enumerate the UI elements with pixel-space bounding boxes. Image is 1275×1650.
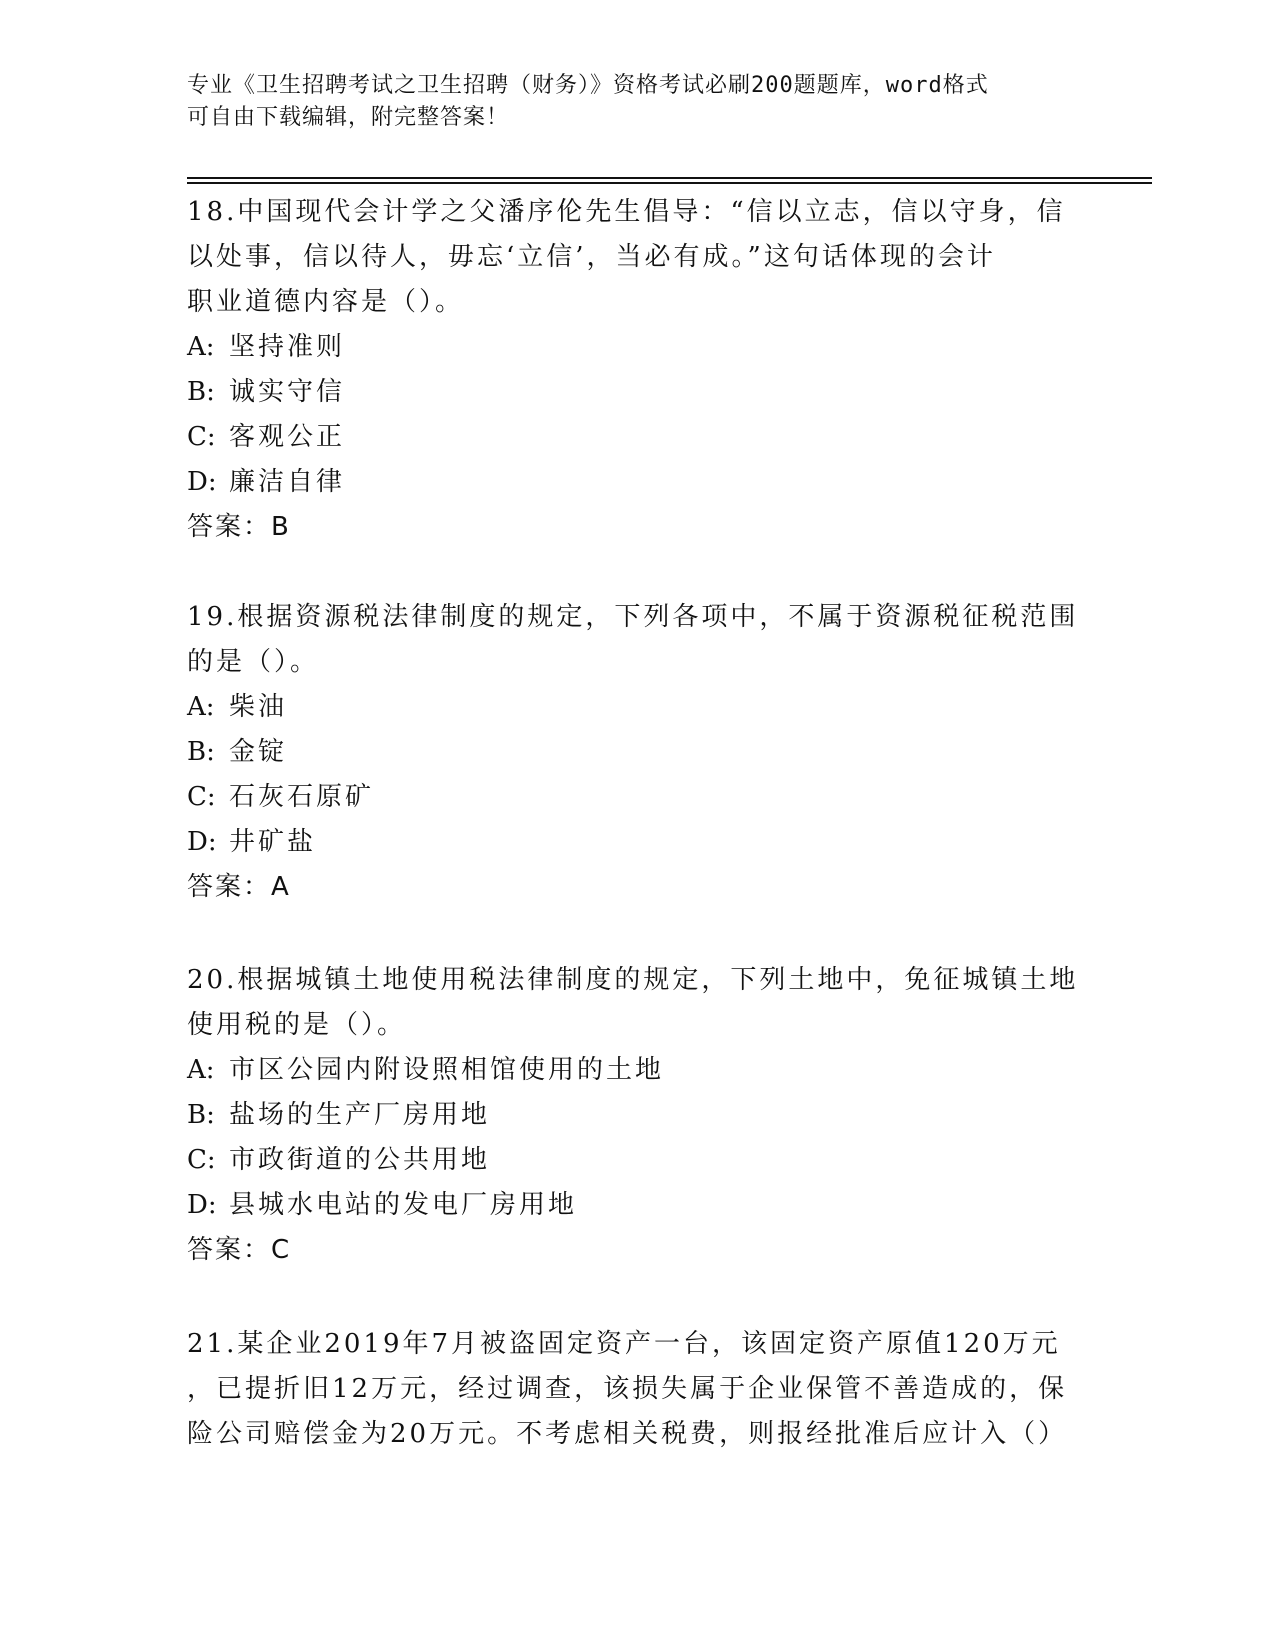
option-c (187, 415, 1087, 460)
question-text-line: 使用税的是（）。 (187, 1010, 407, 1040)
option-c (187, 775, 1087, 820)
option-text: 盐场的生产厂房用地 (229, 1100, 491, 1130)
option-text: 柴油 (229, 692, 288, 722)
option-text: 金锭 (229, 737, 288, 767)
option-text: 县城水电站的发电厂房用地 (229, 1190, 578, 1220)
option-b (187, 1093, 1087, 1138)
answer-line: 答案：C (187, 1235, 292, 1265)
question-21 (187, 1322, 1087, 1457)
option-key: A: (187, 1055, 215, 1085)
option-text: 客观公正 (229, 422, 346, 452)
option-key: A: (187, 692, 215, 722)
question-text-line: 的是（）。 (187, 647, 320, 677)
question-text-line: 以处事，信以待人，毋忘‘立信’，当必有成。”这句话体现的会计 (187, 242, 996, 272)
question-text-line: 19.根据资源税法律制度的规定，下列各项中，不属于资源税征税范围 (187, 602, 1079, 632)
option-text: 廉洁自律 (229, 467, 346, 497)
option-a (187, 1048, 1087, 1093)
option-d (187, 820, 1087, 865)
answer-line: 答案：A (187, 872, 291, 902)
option-key: D: (187, 467, 217, 497)
option-key: C: (187, 782, 216, 812)
header-line-1: 专业《卫生招聘考试之卫生招聘（财务）》资格考试必刷200题题库，word格式 (187, 73, 989, 98)
option-b (187, 370, 1087, 415)
header-line-2: 可自由下载编辑，附完整答案！ (187, 105, 510, 130)
option-a (187, 325, 1087, 370)
option-b (187, 730, 1087, 775)
question-19 (187, 595, 1087, 910)
option-key: B: (187, 377, 215, 407)
option-d (187, 460, 1087, 505)
question-text-line: 21.某企业2019年7月被盗固定资产一台，该固定资产原值120万元 (187, 1329, 1061, 1359)
option-key: D: (187, 1190, 217, 1220)
option-text: 井矿盐 (229, 827, 317, 857)
option-d (187, 1183, 1087, 1228)
question-20 (187, 958, 1087, 1273)
question-text-line: ，已提折旧12万元，经过调查，该损失属于企业保管不善造成的，保 (187, 1374, 1068, 1404)
header-divider-bottom (187, 182, 1152, 184)
option-text: 诚实守信 (229, 377, 346, 407)
option-c (187, 1138, 1087, 1183)
option-key: A: (187, 332, 215, 362)
option-key: B: (187, 737, 215, 767)
option-text: 坚持准则 (229, 332, 346, 362)
option-text: 市区公园内附设照相馆使用的土地 (229, 1055, 665, 1085)
option-key: C: (187, 422, 216, 452)
question-text-line: 险公司赔偿金为20万元。不考虑相关税费，则报经批准后应计入（） (187, 1419, 1068, 1449)
header-divider-top (187, 177, 1152, 179)
option-a (187, 685, 1087, 730)
option-key: D: (187, 827, 217, 857)
option-key: C: (187, 1145, 216, 1175)
question-text-line: 职业道德内容是（）。 (187, 287, 465, 317)
question-text-line: 20.根据城镇土地使用税法律制度的规定，下列土地中，免征城镇土地 (187, 965, 1079, 995)
option-key: B: (187, 1100, 215, 1130)
option-text: 石灰石原矿 (229, 782, 375, 812)
question-18 (187, 190, 1087, 550)
question-text-line: 18.中国现代会计学之父潘序伦先生倡导：“信以立志，信以守身，信 (187, 197, 1066, 227)
document-header (187, 70, 1067, 134)
option-text: 市政街道的公共用地 (229, 1145, 491, 1175)
answer-line: 答案：B (187, 512, 291, 542)
